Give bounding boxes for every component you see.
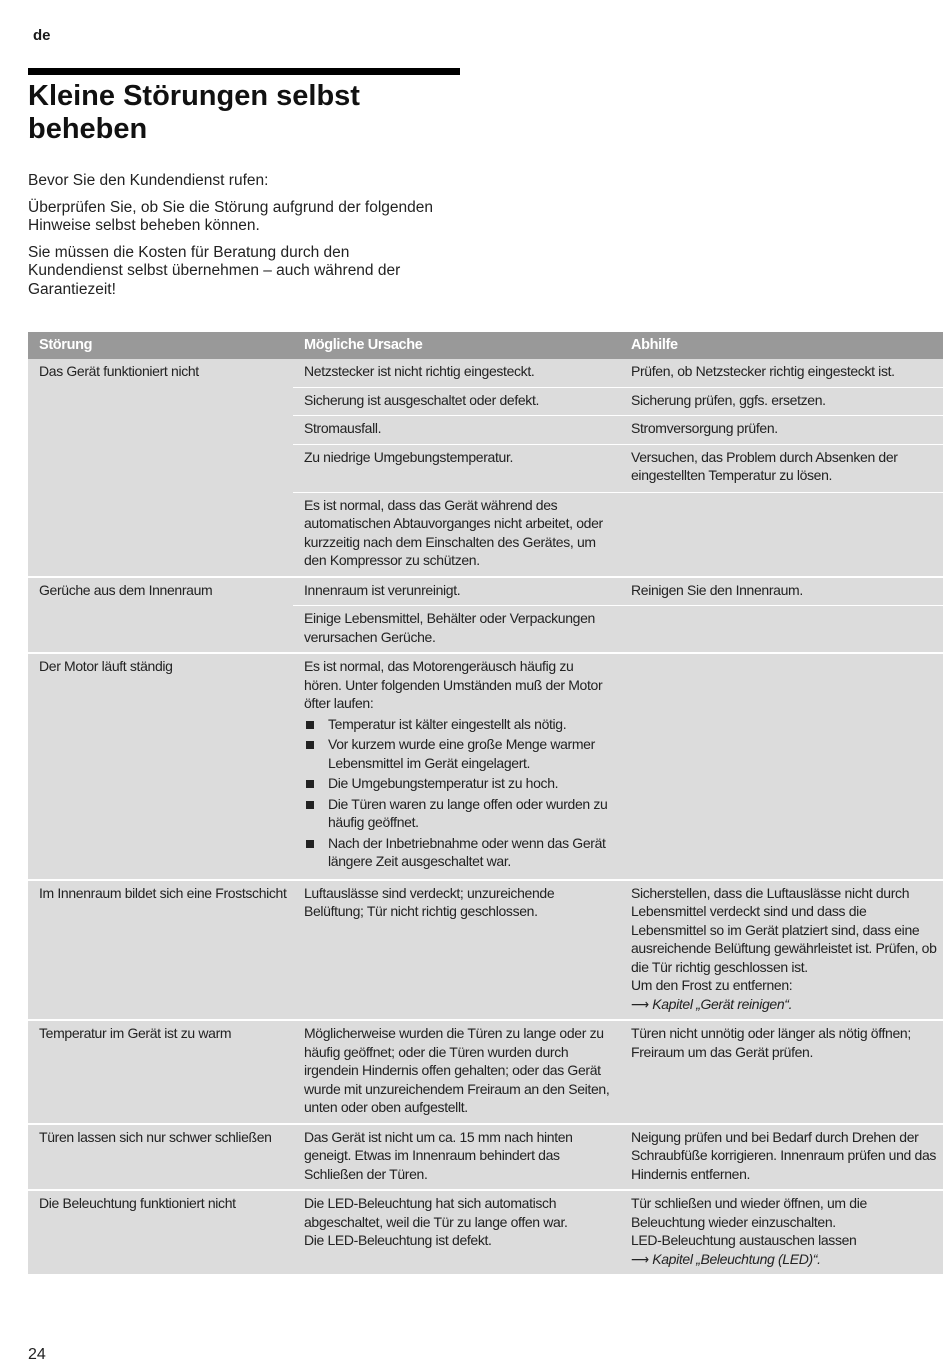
table-row: [293, 445, 943, 493]
list-item: Temperatur ist kälter eingestellt als nötig.: [304, 715, 612, 734]
chapter-reference: ⟶ Kapitel „Gerät reinigen“.: [631, 995, 793, 1012]
cause-text: Die LED-Beleuchtung hat sich automatisch abgeschaltet, weil die Tür zu lange offen war.: [304, 1195, 568, 1230]
table-row: [293, 388, 943, 417]
remedy-cell: Reinigen Sie den Innenraum.: [631, 581, 803, 598]
table-group: [28, 578, 943, 655]
page-number: 24: [28, 1346, 46, 1363]
cause-cell: Das Gerät ist nicht um ca. 15 mm nach hinten geneigt. Etwas im Innenraum behindert das Schließen der Türen.: [304, 1128, 573, 1182]
table-row: [293, 416, 943, 445]
cause-text: Die LED-Beleuchtung ist defekt.: [304, 1232, 492, 1248]
table-row: [293, 359, 943, 388]
table-row: [293, 1191, 943, 1274]
table-row: [293, 1125, 943, 1190]
intro-text: [28, 172, 438, 307]
remedy-cell: [620, 606, 943, 652]
chapter-reference: ⟶ Kapitel „Beleuchtung (LED)“.: [631, 1250, 821, 1267]
list-item: Nach der Inbetriebnahme oder wenn das Gerät längere Zeit ausgeschaltet war.: [304, 834, 612, 871]
remedy-cell: Sicherung prüfen, ggfs. ersetzen.: [631, 391, 826, 408]
remedy-cell: Versuchen, das Problem durch Absenken der eingestellten Temperatur zu lösen.: [631, 448, 898, 483]
problem-cell: Türen lassen sich nur schwer schließen: [39, 1128, 272, 1145]
remedy-cell: Stromversorgung prüfen.: [631, 420, 778, 436]
problem-cell: Die Beleuchtung funktioniert nicht: [39, 1195, 236, 1211]
table-group: [28, 1021, 943, 1125]
remedy-text: LED-Beleuchtung austauschen lassen: [631, 1232, 857, 1248]
table-row: [293, 578, 943, 607]
language-tag: de: [33, 27, 51, 44]
table-group: [28, 881, 943, 1022]
cause-cell: Sicherung ist ausgeschaltet oder defekt.: [304, 391, 540, 408]
cause-cell: [293, 654, 620, 879]
table-group: [28, 359, 943, 578]
remedy-cell: Türen nicht unnötig oder länger als nötig öffnen; Freiraum um das Gerät prüfen.: [631, 1025, 911, 1060]
table-row: [293, 881, 943, 1020]
remedy-cell: Neigung prüfen und bei Bedarf durch Drehen der Schraubfüße korrigieren. Innenraum prüfen und das Hindernis entfernen.: [631, 1128, 937, 1182]
problem-cell: Gerüche aus dem Innenraum: [39, 581, 213, 598]
remedy-cell: [620, 1191, 943, 1274]
table-group: [28, 1125, 943, 1192]
cause-cell: [293, 1191, 620, 1274]
problem-cell: Temperatur im Gerät ist zu warm: [39, 1025, 232, 1041]
list-item: Die Umgebungstemperatur ist zu hoch.: [304, 774, 612, 793]
cause-cell: Es ist normal, dass das Gerät während des automatischen Abtauvorganges nicht arbeitet, oder kurzzeitig nach dem Einschalten des Gerätes, um den Kompressor zu schützen.: [304, 496, 603, 568]
remedy-text: Tür schließen und wieder öffnen, um die Beleuchtung wieder einzuschalten.: [631, 1195, 867, 1230]
troubleshooting-table: [28, 332, 943, 1274]
problem-cell: Der Motor läuft ständig: [39, 658, 173, 674]
table-row: [293, 654, 943, 879]
table-group: [28, 654, 943, 881]
title-rule: [28, 68, 460, 75]
cause-cell: Möglicherweise wurden die Türen zu lange oder zu häufig geöffnet; oder die Türen wurden durch irgendein Hindernis offen gehalten; oder das Gerät wurde mit unzureichendem Freiraum an den Seiten, unten oder oben aufgestellt.: [304, 1025, 610, 1115]
intro-paragraph: Sie müssen die Kosten für Beratung durch den Kundendienst selbst übernehmen – auch während der Garantiezeit!: [28, 243, 401, 298]
table-row: [293, 1021, 943, 1123]
table-group: [28, 1191, 943, 1274]
remedy-cell: [620, 493, 943, 576]
column-header-problem: Störung: [39, 337, 93, 354]
table-header: [28, 332, 943, 359]
table-row: [293, 606, 943, 652]
list-item: Die Türen waren zu lange offen oder wurden zu häufig geöffnet.: [304, 795, 612, 832]
remedy-text: Sicherstellen, dass die Luftauslässe nicht durch Lebensmittel verdeckt sind und dass die Lebensmittel so im Gerät platziert sind, dass eine ausreichende Belüftung gewährleistet ist. Prüfen, ob die Tür richtig geschlossen ist.: [631, 884, 937, 975]
table-row: [293, 493, 943, 576]
problem-cell: Im Innenraum bildet sich eine Frostschicht: [39, 884, 287, 901]
problem-cell: Das Gerät funktioniert nicht: [39, 363, 199, 379]
cause-cell: Luftauslässe sind verdeckt; unzureichende Belüftung; Tür nicht richtig geschlossen.: [304, 884, 555, 919]
column-header-remedy: Abhilfe: [631, 337, 678, 354]
page-title: Kleine Störungen selbst beheben: [28, 80, 360, 145]
remedy-cell: [620, 654, 943, 879]
cause-cell: Stromausfall.: [304, 420, 382, 436]
column-header-cause: Mögliche Ursache: [304, 337, 423, 354]
cause-cell: Einige Lebensmittel, Behälter oder Verpackungen verursachen Gerüche.: [304, 610, 595, 645]
cause-cell: Netzstecker ist nicht richtig eingesteckt.: [304, 363, 535, 379]
cause-cell: Zu niedrige Umgebungstemperatur.: [304, 448, 514, 465]
cause-cell: Innenraum ist verunreinigt.: [304, 581, 461, 598]
list-item: Vor kurzem wurde eine große Menge warmer Lebensmittel im Gerät eingelagert.: [304, 735, 612, 772]
cause-text: Es ist normal, das Motorengeräusch häufig zu hören. Unter folgenden Umständen muß der Motor öfter laufen:: [304, 658, 603, 711]
cause-bullet-list: [304, 715, 612, 871]
remedy-text: Um den Frost zu entfernen:: [631, 977, 793, 993]
intro-paragraph: Bevor Sie den Kundendienst rufen:: [28, 172, 269, 189]
intro-paragraph: Überprüfen Sie, ob Sie die Störung aufgrund der folgenden Hinweise selbst beheben können.: [28, 198, 434, 234]
remedy-cell: Prüfen, ob Netzstecker richtig eingesteckt ist.: [631, 363, 895, 379]
remedy-cell: [620, 881, 943, 1020]
